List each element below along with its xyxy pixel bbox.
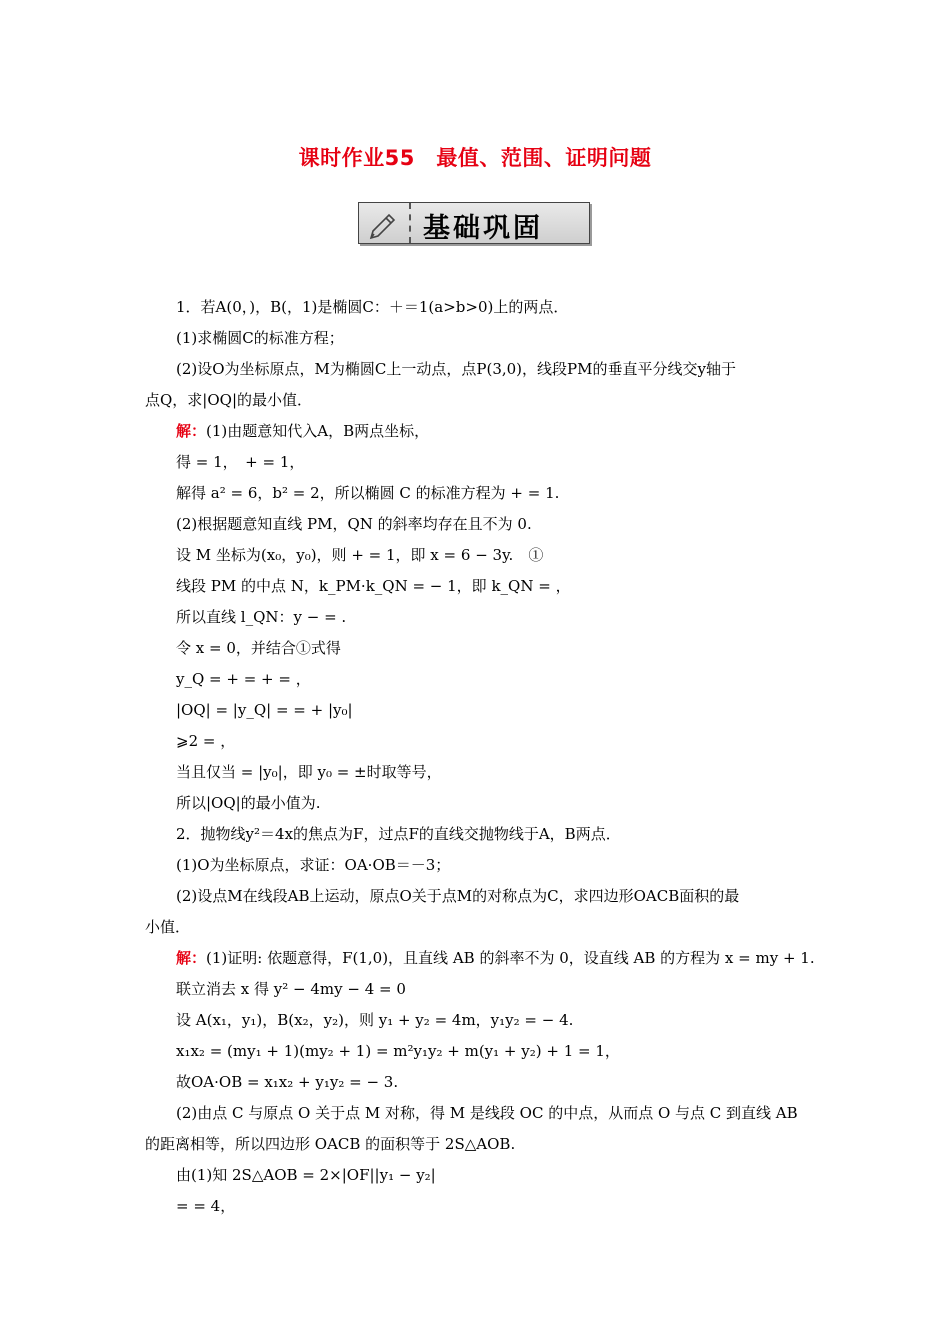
page-title: 课时作业55 最值、范围、证明问题 [298, 146, 652, 170]
text-line [176, 1010, 573, 1030]
line-text: 1．若A(0，)，B(，1)是椭圆C：＋＝1(a>b>0)上的两点． [176, 298, 569, 316]
banner-label: 基础巩固 [423, 213, 543, 244]
text-line [176, 793, 320, 813]
solution-label: 解： [176, 422, 207, 440]
text-line [176, 483, 559, 503]
line-text: |OQ| = |y_Q| = = + |y₀| [176, 701, 353, 719]
line-text: 所以直线 l_QN：y − = . [176, 608, 347, 626]
text-line [145, 390, 312, 410]
text-line [176, 979, 406, 999]
pencil-icon [359, 203, 411, 243]
line-text: 当且仅当 = |y₀|，即 y₀ = ±时取等号， [176, 763, 442, 781]
text-line [176, 576, 571, 596]
line-text: 设 M 坐标为(x₀，y₀)，则 + = 1，即 x = 6 − 3y. ① [176, 546, 544, 564]
text-line [145, 917, 190, 937]
solution-label: 解： [176, 949, 207, 967]
text-line [176, 607, 346, 627]
text-line [176, 1196, 235, 1216]
text-line [176, 855, 450, 875]
text-line [176, 638, 341, 658]
text-line [176, 1165, 436, 1185]
line-text: (2)根据题意知直线 PM，QN 的斜率均存在且不为 0. [176, 515, 532, 533]
line-text: 令 x = 0，并结合①式得 [176, 639, 341, 657]
line-text: 联立消去 x 得 y² − 4my − 4 = 0 [176, 980, 406, 998]
line-text: 由(1)知 2S△AOB = 2×|OF||y₁ − y₂| [176, 1166, 436, 1184]
line-text: (1)证明: 依题意得，F(1,0)，且直线 AB 的斜率不为 0，设直线 AB 的方程为 x = my + 1. [206, 949, 815, 967]
line-text: 故OA·OB = x₁x₂ + y₁y₂ = − 3. [176, 1073, 399, 1091]
line-text: ⩾2 = ， [176, 732, 236, 750]
text-line [176, 948, 815, 968]
line-text: 小值． [145, 918, 191, 936]
line-text: (1)求椭圆C的标准方程； [176, 329, 344, 347]
line-text: = = 4， [176, 1197, 236, 1215]
line-text: 设 A(x₁，y₁)，B(x₂，y₂)，则 y₁ + y₂ = 4m，y₁y₂ = − 4. [176, 1011, 574, 1029]
line-text: (2)由点 C 与原点 O 关于点 M 对称，得 M 是线段 OC 的中点，从而点 O 与点 C 到直线 AB [176, 1104, 798, 1122]
text-line [176, 1072, 398, 1092]
text-line [176, 359, 736, 379]
text-line [176, 1041, 620, 1061]
line-text: (2)设点M在线段AB上运动，原点O关于点M的对称点为C，求四边形OACB面积的最 [176, 887, 740, 905]
line-text: 得 = 1， + = 1， [176, 453, 305, 471]
line-text: x₁x₂ = (my₁ + 1)(my₂ + 1) = m²y₁y₂ + m(y₁ + y₂) + 1 = 1， [176, 1042, 620, 1060]
section-banner [358, 202, 590, 244]
line-text: (2)设O为坐标原点，M为椭圆C上一动点，点P(3,0)，线段PM的垂直平分线交y轴于 [176, 360, 736, 378]
text-line [176, 731, 235, 751]
text-line [176, 886, 739, 906]
line-text: 点Q，求|OQ|的最小值． [145, 391, 313, 409]
line-text: (1)由题意知代入A，B两点坐标， [206, 422, 430, 440]
text-line [176, 762, 442, 782]
text-line [176, 1103, 798, 1123]
text-line [176, 452, 304, 472]
text-line [176, 700, 353, 720]
line-text: 所以|OQ|的最小值为. [176, 794, 321, 812]
text-line [145, 1134, 515, 1154]
line-text: 解得 a² = 6，b² = 2，所以椭圆 C 的标准方程为 + = 1. [176, 484, 560, 502]
line-text: 2．抛物线y²＝4x的焦点为F，过点F的直线交抛物线于A，B两点． [176, 825, 621, 843]
text-line [176, 328, 344, 348]
text-line [176, 545, 543, 565]
text-line [176, 297, 568, 317]
line-text: 线段 PM 的中点 N，k_PM·k_QN = − 1，即 k_QN = ， [176, 577, 571, 595]
text-line [176, 514, 532, 534]
text-line [176, 421, 429, 441]
text-line [176, 824, 621, 844]
text-line [176, 669, 311, 689]
line-text: y_Q = + = + = ， [176, 670, 311, 688]
line-text: 的距离相等，所以四边形 OACB 的面积等于 2S△AOB. [145, 1135, 516, 1153]
line-text: (1)O为坐标原点，求证：OA·OB＝－3； [176, 856, 451, 874]
